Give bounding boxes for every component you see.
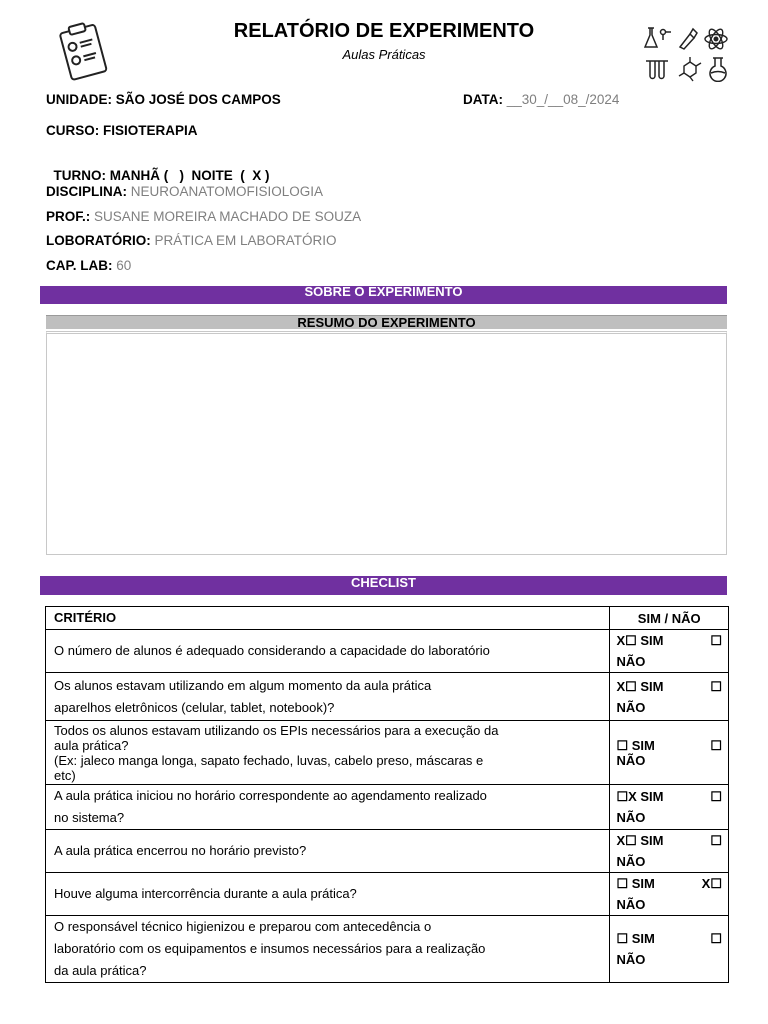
laboratorio-label: LOBORATÓRIO: — [46, 233, 151, 248]
sim-option[interactable]: ☐ SIM — [616, 737, 655, 753]
criterio-line: aula prática? — [54, 737, 129, 753]
unidade-value: SÃO JOSÉ DOS CAMPOS — [115, 92, 281, 107]
nao-option: NÃO — [616, 752, 646, 768]
nao-checkbox[interactable]: ☐ — [710, 931, 722, 946]
checklist-header-row — [46, 607, 729, 630]
criterio-cell — [46, 830, 610, 873]
checklist-row — [46, 785, 729, 830]
sim-option[interactable]: ☐X SIM — [616, 789, 664, 804]
sim-nao-cell[interactable] — [610, 673, 729, 721]
checklist-row — [46, 630, 729, 673]
criterio-cell — [46, 916, 610, 983]
cap-lab-field — [46, 258, 131, 273]
simnao-header: SIM / NÃO — [610, 607, 729, 630]
criterio-cell — [46, 785, 610, 830]
curso-field — [46, 123, 198, 138]
sim-nao-cell[interactable] — [610, 630, 729, 673]
resumo-header: RESUMO DO EXPERIMENTO — [46, 315, 727, 329]
disciplina-value: NEUROANATOMOFISIOLOGIA — [130, 184, 324, 199]
cap-lab-label: CAP. LAB: — [46, 258, 113, 273]
criterio-cell — [46, 630, 610, 673]
sim-option[interactable]: X☐ SIM — [616, 678, 664, 694]
data-label: DATA: — [463, 92, 503, 107]
criterio-line: laboratório com os equipamentos e insumos necessários para a realização — [54, 941, 486, 956]
criterio-line: O número de alunos é adequado considerando a capacidade do laboratório — [54, 643, 490, 658]
nao-checkbox[interactable]: ☐ — [710, 737, 722, 753]
report-subtitle: Aulas Práticas — [342, 47, 426, 62]
turno-field — [46, 153, 270, 183]
criterio-line: da aula prática? — [54, 963, 147, 978]
checklist-row — [46, 916, 729, 983]
nao-checkbox[interactable]: ☐ — [710, 633, 722, 648]
checklist-row — [46, 830, 729, 873]
checklist-row — [46, 721, 729, 785]
checklist-row — [46, 673, 729, 721]
sim-option[interactable]: ☐ SIM — [616, 931, 655, 946]
laboratorio-value: PRÁTICA EM LABORATÓRIO — [154, 233, 337, 248]
nao-checkbox[interactable]: ☐ — [710, 833, 722, 848]
resumo-textarea[interactable] — [46, 331, 727, 555]
criterio-line: Os alunos estavam utilizando em algum momento da aula prática — [54, 677, 432, 693]
unidade-field — [46, 92, 281, 107]
criterio-line: etc) — [54, 767, 76, 783]
nao-checkbox[interactable]: ☐ — [710, 789, 722, 804]
criterio-line: aparelhos eletrônicos (celular, tablet, notebook)? — [54, 699, 335, 715]
criterio-line: O responsável técnico higienizou e preparou com antecedência o — [54, 919, 432, 934]
prof-label: PROF.: — [46, 209, 91, 224]
nao-option: NÃO — [616, 897, 646, 912]
criterio-line: Todos os alunos estavam utilizando os EPIs necessários para a execução da — [54, 722, 499, 738]
criterio-line: no sistema? — [54, 810, 125, 825]
criterio-cell — [46, 873, 610, 916]
cap-lab-value: 60 — [116, 258, 132, 273]
sim-nao-cell[interactable] — [610, 785, 729, 830]
sobre-section-header: SOBRE O EXPERIMENTO — [40, 286, 727, 304]
nao-option: NÃO — [616, 854, 646, 869]
sim-nao-cell[interactable] — [610, 721, 729, 785]
report-title: RELATÓRIO DE EXPERIMENTO — [233, 20, 535, 42]
data-field — [463, 92, 619, 107]
criterio-line: A aula prática encerrou no horário previsto? — [54, 843, 307, 858]
sim-nao-cell[interactable] — [610, 916, 729, 983]
sim-nao-cell[interactable] — [610, 830, 729, 873]
checklist-row — [46, 873, 729, 916]
criterio-cell — [46, 673, 610, 721]
criterio-line: A aula prática iniciou no horário correspondente ao agendamento realizado — [54, 788, 487, 803]
criterio-line: (Ex: jaleco manga longa, sapato fechado, luvas, cabelo preso, máscaras e — [54, 752, 484, 768]
criterio-cell — [46, 721, 610, 785]
curso-value: FISIOTERAPIA — [103, 123, 198, 138]
sim-option[interactable]: X☐ SIM — [616, 833, 664, 848]
nao-checkbox[interactable]: ☐ — [710, 678, 722, 694]
curso-label: CURSO: — [46, 123, 100, 138]
data-value: __30_/__08_/2024 — [506, 92, 620, 107]
checklist-section-header: CHECLIST — [40, 576, 727, 595]
nao-option: NÃO — [616, 952, 646, 967]
sim-option[interactable]: X☐ SIM — [616, 633, 664, 648]
unidade-label: UNIDADE: — [46, 92, 112, 107]
turno-text: TURNO: MANHÃ ( ) NOITE ( X ) — [53, 168, 270, 183]
sim-option[interactable]: ☐ SIM — [616, 876, 655, 891]
nao-option: NÃO — [616, 654, 646, 669]
prof-value: SUSANE MOREIRA MACHADO DE SOUZA — [94, 209, 362, 224]
nao-option: NÃO — [616, 699, 646, 715]
criterio-header: CRITÉRIO — [46, 607, 610, 630]
disciplina-label: DISCIPLINA: — [46, 184, 127, 199]
nao-option: NÃO — [616, 810, 646, 825]
laboratorio-field — [46, 233, 337, 248]
disciplina-field — [46, 184, 323, 199]
criterio-line: Houve alguma intercorrência durante a aula prática? — [54, 886, 357, 901]
nao-checkbox[interactable]: X☐ — [701, 876, 722, 891]
prof-field — [46, 209, 361, 224]
sim-nao-cell[interactable] — [610, 873, 729, 916]
checklist-table — [45, 606, 729, 983]
